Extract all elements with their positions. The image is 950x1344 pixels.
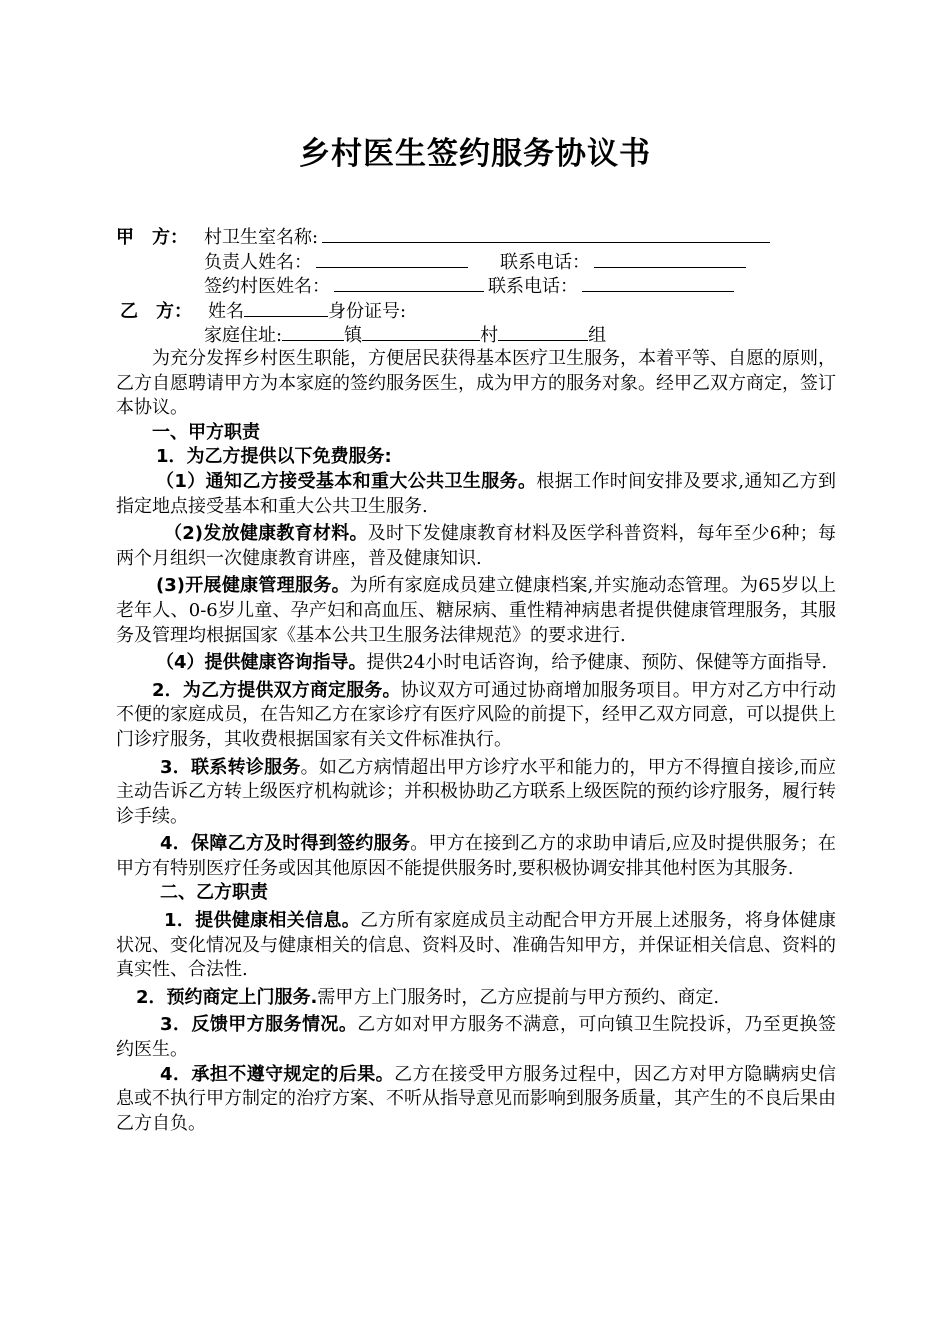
sub-3-title: (3)开展健康管理服务。 <box>156 575 350 597</box>
sub-3-text: 为所有家庭成员建立健康档案,并实施动态管理。为65岁以上老年人、0-6岁儿童、孕产妇和高血压、糖尿病、重性精神病患者提供健康管理服务，其服务及管理均根据国家《基本公共卫生服务法律规范》的要求进行. <box>116 575 837 646</box>
head-name-label: 负责人姓名： <box>204 251 312 273</box>
section-2-item-4 <box>116 1063 836 1137</box>
clinic-name-field[interactable] <box>322 224 770 243</box>
party-b-row-address <box>116 322 836 347</box>
item-4-text: 。甲方在接到乙方的求助申请后,应及时提供服务；在甲方有特别医疗任务或因其他原因不能提供服务时,要积极协调安排其他村医为其服务. <box>116 833 836 879</box>
s2-item-3-title: 3．反馈甲方服务情况。 <box>160 1014 358 1036</box>
item-3-text: 。如乙方病情超出甲方诊疗水平和能力的，甲方不得擅自接诊,而应主动告诉乙方转上级医疗机构就诊；并积极协助乙方联系上级医院的预约诊疗服务，履行转诊手续。 <box>116 756 837 827</box>
town-field[interactable] <box>282 322 344 341</box>
sub-1-title: （1）通知乙方接受基本和重大公共卫生服务。 <box>156 470 537 492</box>
town-label: 镇 <box>344 325 363 347</box>
clinic-name-label: 村卫生室名称: <box>204 227 319 248</box>
section-2-item-2 <box>116 986 836 1011</box>
phone-label-2: 联系电话： <box>488 276 578 298</box>
sub-4-title: （4）提供健康咨询指导。 <box>156 652 367 674</box>
party-a-row-clinic <box>116 224 836 249</box>
s2-item-4-text: 乙方在接受甲方服务过程中，因乙方对甲方隐瞒病史信息或不执行甲方制定的治疗方案、不听从指导意见而影响到服务质量，其产生的不良后果由乙方自负。 <box>116 1063 836 1134</box>
address-label: 家庭住址: <box>204 325 283 347</box>
village-label: 村 <box>480 325 499 347</box>
item-2-title: 2．为乙方提供双方商定服务。 <box>152 679 401 701</box>
s2-item-2-title: 2．预约商定上门服务. <box>136 986 318 1008</box>
section-1-sub-3 <box>116 574 836 648</box>
party-a-label: 甲 方： <box>116 227 188 248</box>
sub-2-text: 及时下发健康教育材料及医学科普资料，每年至少6种；每两个月组织一次健康教育讲座，普及健康知识. <box>116 523 837 569</box>
sub-4-text: 提供24小时电话咨询，给予健康、预防、保健等方面指导. <box>366 652 828 674</box>
id-number-label: 身份证号: <box>328 300 407 322</box>
group-label: 组 <box>588 325 607 347</box>
sub-2-title: （2)发放健康教育材料。 <box>164 523 368 545</box>
item-4-title: 4．保障乙方及时得到签约服务 <box>160 833 411 855</box>
s2-item-4-title: 4．承担不遵守规定的后果。 <box>160 1063 395 1085</box>
village-field[interactable] <box>362 322 480 341</box>
phone-label-1: 联系电话： <box>500 251 590 273</box>
s2-item-1-title: 1．提供健康相关信息。 <box>164 910 361 932</box>
party-info-block <box>116 224 836 347</box>
section-2-item-3 <box>116 1013 836 1062</box>
section-1-sub-2 <box>116 522 836 571</box>
section-1-item-3 <box>116 756 836 830</box>
phone-field-1[interactable] <box>594 249 746 268</box>
name-label: 姓名 <box>208 300 244 322</box>
preamble-paragraph: 为充分发挥乡村医生职能，方便居民获得基本医疗卫生服务，本着平等、自愿的原则，乙方自愿聘请甲方为本家庭的签约服务医生，成为甲方的服务对象。经甲乙双方商定，签订本协议。 <box>116 348 836 419</box>
party-a-row-doctor <box>116 273 836 298</box>
doctor-name-field[interactable] <box>334 273 484 292</box>
section-1-item-2 <box>116 679 836 753</box>
group-field[interactable] <box>498 322 588 341</box>
sub-1-text: 根据工作时间安排及要求,通知乙方到指定地点接受基本和重大公共卫生服务. <box>116 470 836 517</box>
phone-field-2[interactable] <box>582 273 734 292</box>
section-1-sub-1 <box>116 470 836 519</box>
section-1-heading: 一、甲方职责 <box>152 421 260 443</box>
item-3-title: 3．联系转诊服务 <box>160 756 301 778</box>
s2-item-3-text: 乙方如对甲方服务不满意，可向镇卫生院投诉，乃至更换签约医生。 <box>116 1014 836 1061</box>
s2-item-2-text: 需甲方上门服务时，乙方应提前与甲方预约、商定. <box>317 986 720 1008</box>
section-1-sub-4 <box>116 651 836 676</box>
party-b-label: 乙 方： <box>120 300 192 322</box>
head-name-field[interactable] <box>316 249 468 268</box>
item-2-text: 协议双方可通过协商增加服务项目。甲方对乙方中行动不便的家庭成员，在告知乙方在家诊疗有医疗风险的前提下，经甲乙双方同意，可以提供上门诊疗服务，其收费根据国家有关文件标准执行。 <box>116 679 836 750</box>
section-2-item-1 <box>116 909 836 983</box>
party-a-row-head <box>116 249 836 274</box>
section-1-item-4 <box>116 832 836 881</box>
s2-item-1-text: 乙方所有家庭成员主动配合甲方开展上述服务，将身体健康状况、变化情况及与健康相关的信息、资料及时、准确告知甲方，并保证相关信息、资料的真实性、合法性. <box>116 910 836 981</box>
agreement-body <box>116 347 836 1136</box>
section-1-item-1-heading: 1．为乙方提供以下免费服务: <box>156 446 392 468</box>
party-b-row-name <box>116 298 836 323</box>
doctor-name-label: 签约村医姓名： <box>204 276 330 298</box>
section-2-heading: 二、乙方职责 <box>160 882 268 904</box>
document-title: 乡村医生签约服务协议书 <box>299 136 651 172</box>
name-field[interactable] <box>244 298 328 317</box>
